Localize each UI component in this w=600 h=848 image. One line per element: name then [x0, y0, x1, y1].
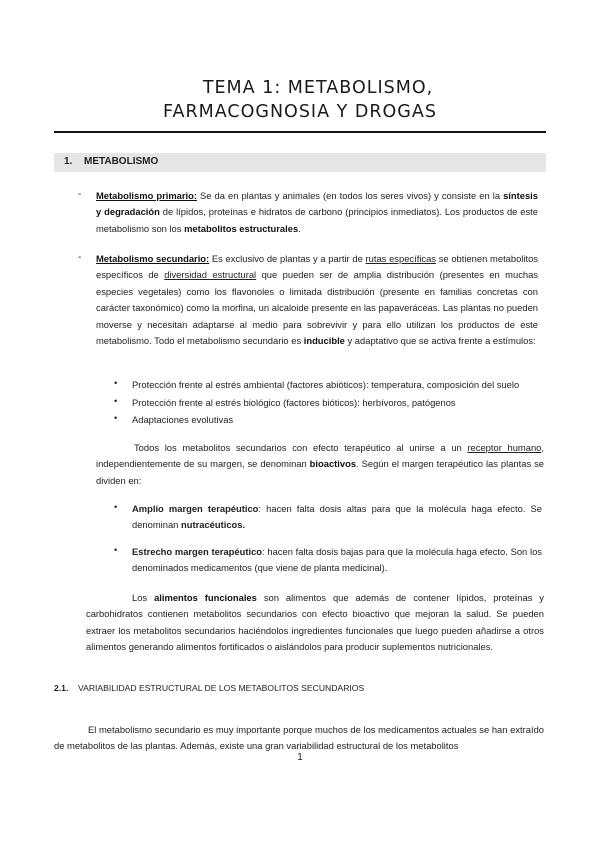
bullet-icon: •	[114, 544, 118, 555]
primary-label: Metabolismo primario:	[96, 190, 197, 201]
bullet-icon: •	[114, 395, 118, 406]
primary-metabolism-paragraph: Metabolismo primario: Se da en plantas y animales (en todos los seres vivos) y consiste en la síntesis y degradación de lípidos, proteínas e hidratos de carbono (principios inmediatos). Los productos de este metabolismo son los metabolitos estructurales.	[96, 190, 538, 234]
list-item: Protección frente al estrés ambiental (factores abióticos): temperatura, composición del suelo	[132, 379, 520, 390]
subsection-number: 2.1.	[54, 683, 69, 693]
section-number: 1.	[64, 156, 73, 167]
doc-title-line-2: FARMACOGNOSIA Y DROGAS	[163, 102, 437, 122]
title-divider	[54, 131, 546, 133]
bullet-icon: •	[114, 501, 118, 512]
list-dash: -	[78, 189, 82, 200]
bullet-icon: •	[114, 377, 118, 388]
secondary-metabolism-paragraph: Metabolismo secundario: Es exclusivo de plantas y a partir de rutas específicas se obtienen metabolitos específicos de diversidad estructural que pueden ser de amplia distribución (presentes en muchas especies vegetales) como los flavonoles o limitada distribución (presente en familias concretas con carácter taxonómico) como la morfina, un alcaloide presente en las papaveráceas. Las plantas no pueden moverse y necesitan adaptarse al medio para sobrevivir y para ello utilizan los productos de este metabolismo. Todo el metabolismo secundario es inducible y adaptativo que se activa frente a estímulos:	[96, 253, 538, 347]
subsection-title: VARIABILIDAD ESTRUCTURAL DE LOS METABOLITOS SECUNDARIOS	[78, 683, 365, 693]
variability-paragraph: El metabolismo secundario es muy importante porque muchos de los medicamentos actuales se han extraído de metabolitos de las plantas. Además, existe una gran variabilidad estructural de los metabolitos	[54, 724, 544, 752]
secondary-label: Metabolismo secundario:	[96, 253, 210, 264]
section-heading	[54, 153, 546, 172]
list-item: Adaptaciones evolutivas	[132, 414, 234, 425]
bullet-icon: •	[114, 412, 118, 423]
section-title: METABOLISMO	[84, 156, 159, 167]
list-item: Protección frente al estrés biológico (factores bióticos): herbívoros, patógenos	[132, 397, 456, 408]
doc-title-line-1: TEMA 1: METABOLISMO,	[202, 78, 434, 98]
list-item: Estrecho margen terapéutico: hacen falta dosis bajas para que la molécula haga efecto. Son los denominados medicamentos (que viene de planta medicinal).	[132, 546, 542, 574]
bioactive-paragraph: Todos los metabolitos secundarios con efecto terapéutico al unirse a un receptor humano, independientemente de su margen, se denominan bioactivos. Según el margen terapéutico las plantas se dividen en:	[96, 442, 544, 486]
page-number: 1	[297, 752, 303, 763]
list-item: Amplio margen terapéutico: hacen falta dosis altas para que la molécula haga efecto. Se denominan nutracéuticos.	[132, 503, 542, 531]
list-dash: -	[78, 252, 82, 263]
functional-foods-paragraph: Los alimentos funcionales son alimentos que además de contener lípidos, proteínas y carbohidratos contienen metabolitos secundarios con efecto bioactivo que mejoran la salud. Se pueden extraer los metabolitos secundarios haciéndolos ingredientes funcionales que luego pueden añadirse a otros alimentos generando alimentos fortificados o aislándolos para producir suplementos nutricionales.	[86, 592, 544, 653]
